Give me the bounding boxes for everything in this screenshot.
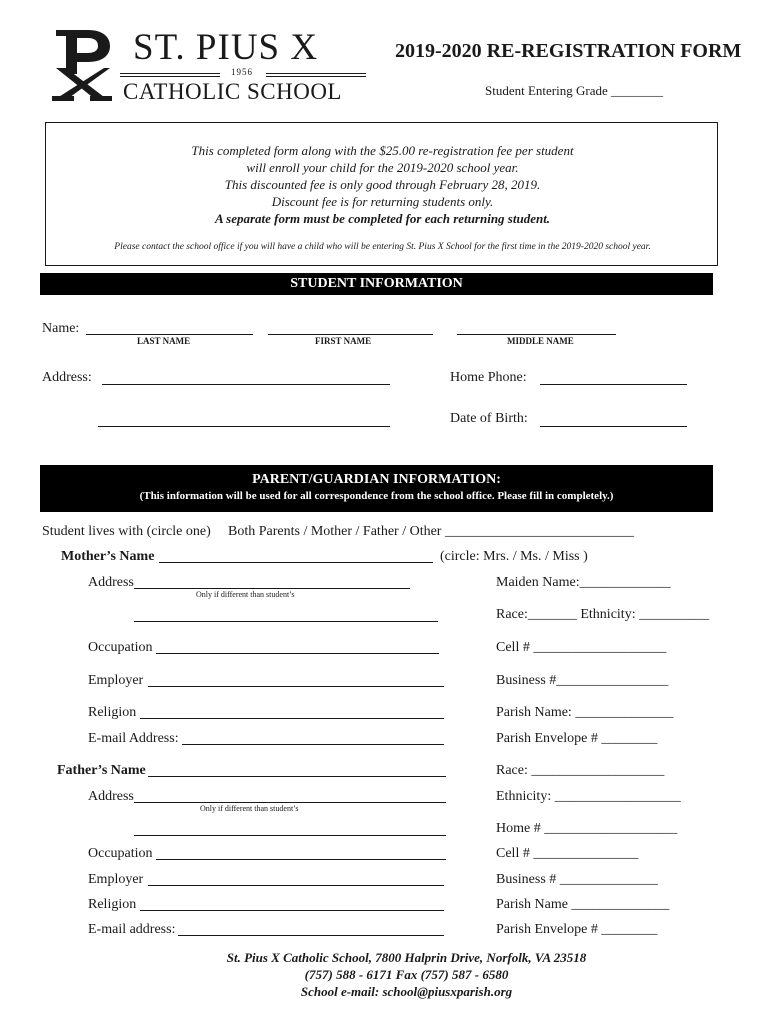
entering-grade-field[interactable]: Student Entering Grade ________ bbox=[485, 83, 663, 98]
last-name-caption: LAST NAME bbox=[137, 336, 191, 346]
notice-line-emphasis: A separate form must be completed for each returning student. bbox=[214, 211, 551, 226]
address-label: Address: bbox=[42, 370, 92, 385]
footer-phone-fax: (757) 588 - 6171 Fax (757) 587 - 6580 bbox=[304, 967, 509, 982]
logo-rule-left bbox=[120, 73, 220, 74]
dob-input[interactable] bbox=[540, 426, 687, 427]
mother-religion-input[interactable] bbox=[140, 718, 444, 719]
father-race-field[interactable]: Race: ___________________ bbox=[496, 763, 665, 778]
mother-name-input[interactable] bbox=[159, 562, 433, 563]
notice-line: will enroll your child for the 2019-2020 school year. bbox=[246, 160, 519, 175]
father-occupation-label: Occupation bbox=[88, 846, 153, 861]
student-section-header: STUDENT INFORMATION bbox=[40, 273, 713, 295]
notice-line: This discounted fee is only good through February 28, 2019. bbox=[224, 177, 541, 192]
logo-rule-right bbox=[266, 73, 366, 74]
father-email-label: E-mail address: bbox=[88, 922, 176, 937]
mother-address-input-1[interactable] bbox=[134, 588, 410, 589]
last-name-input[interactable] bbox=[86, 334, 253, 335]
father-business-field[interactable]: Business # ______________ bbox=[496, 872, 658, 887]
dob-label: Date of Birth: bbox=[450, 411, 528, 426]
home-phone-input[interactable] bbox=[540, 384, 687, 385]
mother-race-ethnicity-field[interactable]: Race:_______ Ethnicity: __________ bbox=[496, 607, 710, 622]
lives-with-options[interactable]: Both Parents / Mother / Father / Other ___________________________ bbox=[228, 524, 634, 539]
name-label: Name: bbox=[42, 321, 80, 336]
chi-rho-logo-icon bbox=[50, 28, 112, 102]
notice-box bbox=[45, 122, 718, 266]
notice-line: Discount fee is for returning students only. bbox=[271, 194, 494, 209]
school-founded-year: 1956 bbox=[231, 67, 253, 77]
form-title: 2019-2020 RE-REGISTRATION FORM bbox=[395, 40, 742, 62]
father-address-input-1[interactable] bbox=[134, 802, 446, 803]
mother-address-label: Address bbox=[88, 575, 134, 590]
father-email-input[interactable] bbox=[178, 935, 444, 936]
father-religion-label: Religion bbox=[88, 897, 137, 912]
father-name-label: Father’s Name bbox=[57, 763, 146, 778]
first-name-input[interactable] bbox=[268, 334, 433, 335]
notice-line: This completed form along with the $25.00 re-registration fee per student bbox=[191, 143, 574, 158]
father-employer-label: Employer bbox=[88, 872, 144, 887]
parent-section-subtitle: (This information will be used for all correspondence from the school office. Please fill in completely.) bbox=[139, 490, 614, 502]
mother-business-field[interactable]: Business #________________ bbox=[496, 673, 669, 688]
mother-maiden-name-field[interactable]: Maiden Name:_____________ bbox=[496, 575, 671, 590]
mother-address-note: Only if different than student’s bbox=[196, 590, 295, 599]
father-name-input[interactable] bbox=[148, 776, 446, 777]
mother-cell-field[interactable]: Cell # ___________________ bbox=[496, 640, 667, 655]
middle-name-caption: MIDDLE NAME bbox=[507, 336, 574, 346]
mother-title-circle[interactable]: (circle: Mrs. / Ms. / Miss ) bbox=[440, 549, 588, 564]
logo-rule-right-2 bbox=[266, 76, 366, 77]
address-input-line2[interactable] bbox=[98, 426, 390, 427]
mother-address-input-2[interactable] bbox=[134, 621, 438, 622]
mother-parish-name-field[interactable]: Parish Name: ______________ bbox=[496, 705, 674, 720]
parent-section-header bbox=[40, 465, 713, 512]
father-occupation-input[interactable] bbox=[156, 859, 446, 860]
father-ethnicity-field[interactable]: Ethnicity: __________________ bbox=[496, 789, 681, 804]
lives-with-label: Student lives with (circle one) bbox=[42, 524, 211, 539]
footer-email: School e-mail: school@piusxparish.org bbox=[300, 984, 513, 999]
father-parish-envelope-field[interactable]: Parish Envelope # ________ bbox=[496, 922, 658, 937]
school-name-line1: ST. PIUS X bbox=[133, 27, 319, 68]
father-parish-name-field[interactable]: Parish Name ______________ bbox=[496, 897, 670, 912]
mother-occupation-label: Occupation bbox=[88, 640, 153, 655]
father-address-input-2[interactable] bbox=[134, 835, 446, 836]
parent-section-title: PARENT/GUARDIAN INFORMATION: bbox=[252, 472, 501, 487]
address-input-line1[interactable] bbox=[102, 384, 390, 385]
father-cell-field[interactable]: Cell # _______________ bbox=[496, 846, 639, 861]
father-home-field[interactable]: Home # ___________________ bbox=[496, 821, 678, 836]
father-address-label: Address bbox=[88, 789, 134, 804]
footer-address: St. Pius X Catholic School, 7800 Halprin Drive, Norfolk, VA 23518 bbox=[226, 950, 587, 965]
mother-name-label: Mother’s Name bbox=[61, 549, 155, 564]
mother-employer-input[interactable] bbox=[148, 686, 444, 687]
logo-rule-left-2 bbox=[120, 76, 220, 77]
mother-occupation-input[interactable] bbox=[156, 653, 439, 654]
mother-email-input[interactable] bbox=[182, 744, 444, 745]
father-address-note: Only if different than student’s bbox=[200, 804, 299, 813]
mother-email-label: E-mail Address: bbox=[88, 731, 179, 746]
middle-name-input[interactable] bbox=[457, 334, 616, 335]
father-employer-input[interactable] bbox=[148, 885, 444, 886]
notice-contact: Please contact the school office if you will have a child who will be entering St. Pius X School for the first time in the 2019-2020 school year. bbox=[114, 242, 651, 252]
home-phone-label: Home Phone: bbox=[450, 370, 527, 385]
school-name-line2: CATHOLIC SCHOOL bbox=[123, 79, 342, 104]
mother-religion-label: Religion bbox=[88, 705, 137, 720]
first-name-caption: FIRST NAME bbox=[315, 336, 372, 346]
father-religion-input[interactable] bbox=[140, 910, 444, 911]
mother-parish-envelope-field[interactable]: Parish Envelope # ________ bbox=[496, 731, 658, 746]
mother-employer-label: Employer bbox=[88, 673, 144, 688]
